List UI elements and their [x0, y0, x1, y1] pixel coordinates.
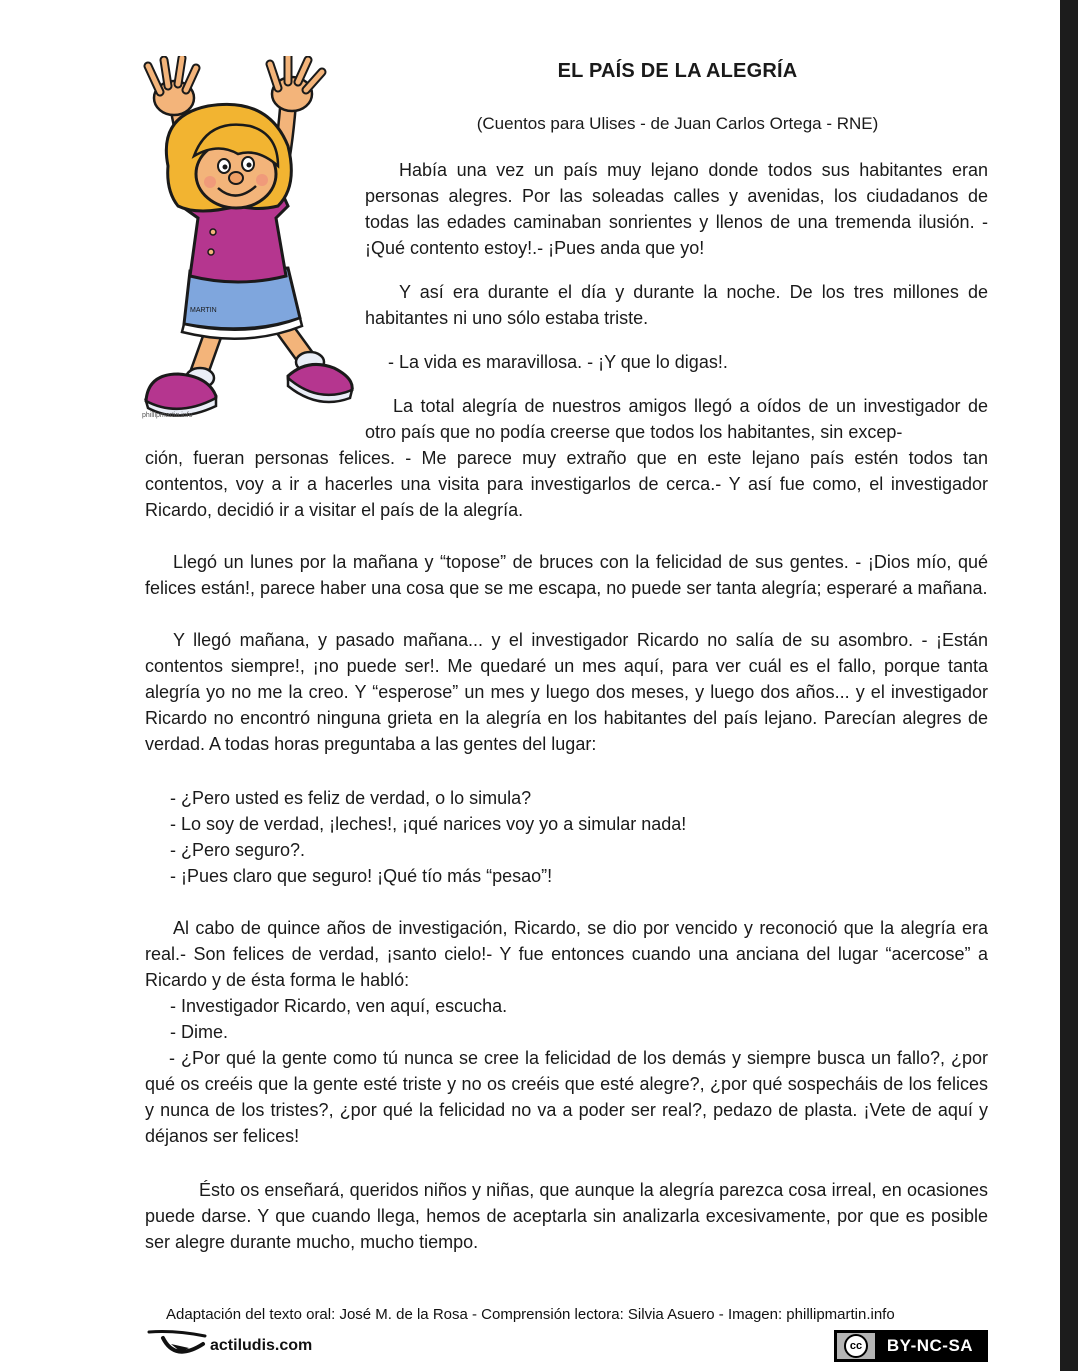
dialogue-line-1: - ¿Pero usted es feliz de verdad, o lo simula?: [170, 788, 532, 808]
shorts-label: MARTIN: [190, 307, 217, 314]
story-paragraph-7: Al cabo de quince años de investigación, Ricardo, se dio por vencido y reconoció que la alegría era real.- Son felices de verdad, ¡santo cielo!- Y fue entonces cuando una anciana del lugar “acercose” a Ricardo y de ésta forma le habló:: [145, 918, 988, 990]
story-paragraph-4b: ción, fueran personas felices. - Me parece muy extraño que en este lejano país estén todos tan contentos, voy a ir a hacerles una visita para investigarlos de cerca.- Y así fue como, el investigador Ricardo, decidió ir a visitar el país de la alegría.: [145, 448, 988, 520]
story-paragraph-4a: La total alegría de nuestros amigos llegó a oídos de un investigador de otro país que no podía creerse que todos los habitantes, sin excep-: [365, 396, 988, 442]
story-paragraph-8: - ¿Por qué la gente como tú nunca se cree la felicidad de los demás y siempre busca un fallo?, ¿por qué os creéis que la gente esté triste y no os creéis que esté alegre?, ¿por qué sospecháis de los felices y nunca de los tristes?, ¿por qué la felicidad no va a poder ser real?, pedazo de plasta. ¡Vete de aquí y déjanos ser felices!: [145, 1048, 988, 1146]
site-name: actiludis.com: [210, 1337, 313, 1354]
story-paragraph-9: Ésto os enseñará, queridos niños y niñas, que aunque la alegría parezca cosa irreal, en ocasiones puede darse. Y que cuando llega, hemos de aceptarla sin analizarla excesivamente, por que es posible ser alegre durante mucho, mucho tiempo.: [145, 1180, 988, 1252]
footer-credits: Adaptación del texto oral: José M. de la Rosa - Comprensión lectora: Silvia Asuero - Imagen: phillipmartin.info: [166, 1306, 895, 1323]
dialogue-line-4: - ¡Pues claro que seguro! ¡Qué tío más “pesao”!: [170, 866, 553, 886]
page-subtitle: (Cuentos para Ulises - de Juan Carlos Ortega - RNE): [476, 114, 879, 133]
page-edge-bar: [1060, 0, 1078, 1371]
story-paragraph-1: Había una vez un país muy lejano donde todos sus habitantes eran personas alegres. Por las soleadas calles y avenidas, los ciudadanos de todas las edades caminaban sonrientes y llenos de una tremenda ilusión. - ¡Qué contento estoy!.- ¡Pues anda que yo!: [365, 160, 988, 258]
license-label: BY-NC-SA: [886, 1336, 974, 1355]
illustration-credit: phillipmartin.info: [142, 412, 193, 419]
girl-arms-up-illustration: [138, 56, 360, 428]
story-paragraph-6: Y llegó mañana, y pasado mañana... y el investigador Ricardo no salía de su asombro. - ¡Están contentos siempre!, ¡no puede ser!. Me quedaré un mes aquí, para ver cuál es el fallo, porque tanta alegría yo no me la creo. Y “esperose” un mes y luego dos meses, y luego dos años... y el investigador Ricardo no encontró ninguna grieta en la alegría en los habitantes del país lejano. Parecían alegres de verdad. A todas horas preguntaba a las gentes del lugar:: [145, 630, 988, 754]
dialogue-line-5: - Investigador Ricardo, ven aquí, escucha.: [170, 996, 508, 1016]
creative-commons-icon: cc: [844, 1334, 868, 1358]
page-title: EL PAÍS DE LA ALEGRÍA: [557, 60, 798, 82]
dialogue-line-2: - Lo soy de verdad, ¡leches!, ¡qué narices voy yo a simular nada!: [170, 814, 687, 834]
story-paragraph-5: Llegó un lunes por la mañana y “topose” de bruces con la felicidad de sus gentes. - ¡Dios mío, qué felices están!, parece haber una cosa que se me escapa, no puede ser tanta alegría; esperaré a mañana.: [145, 552, 988, 598]
license-badge: [834, 1330, 988, 1362]
story-paragraph-3: - La vida es maravillosa. - ¡Y que lo digas!.: [388, 352, 728, 372]
story-paragraph-2: Y así era durante el día y durante la noche. De los tres millones de habitantes ni uno sólo estaba triste.: [365, 282, 988, 328]
dialogue-line-6: - Dime.: [170, 1022, 228, 1042]
dialogue-line-3: - ¿Pero seguro?.: [170, 840, 306, 860]
